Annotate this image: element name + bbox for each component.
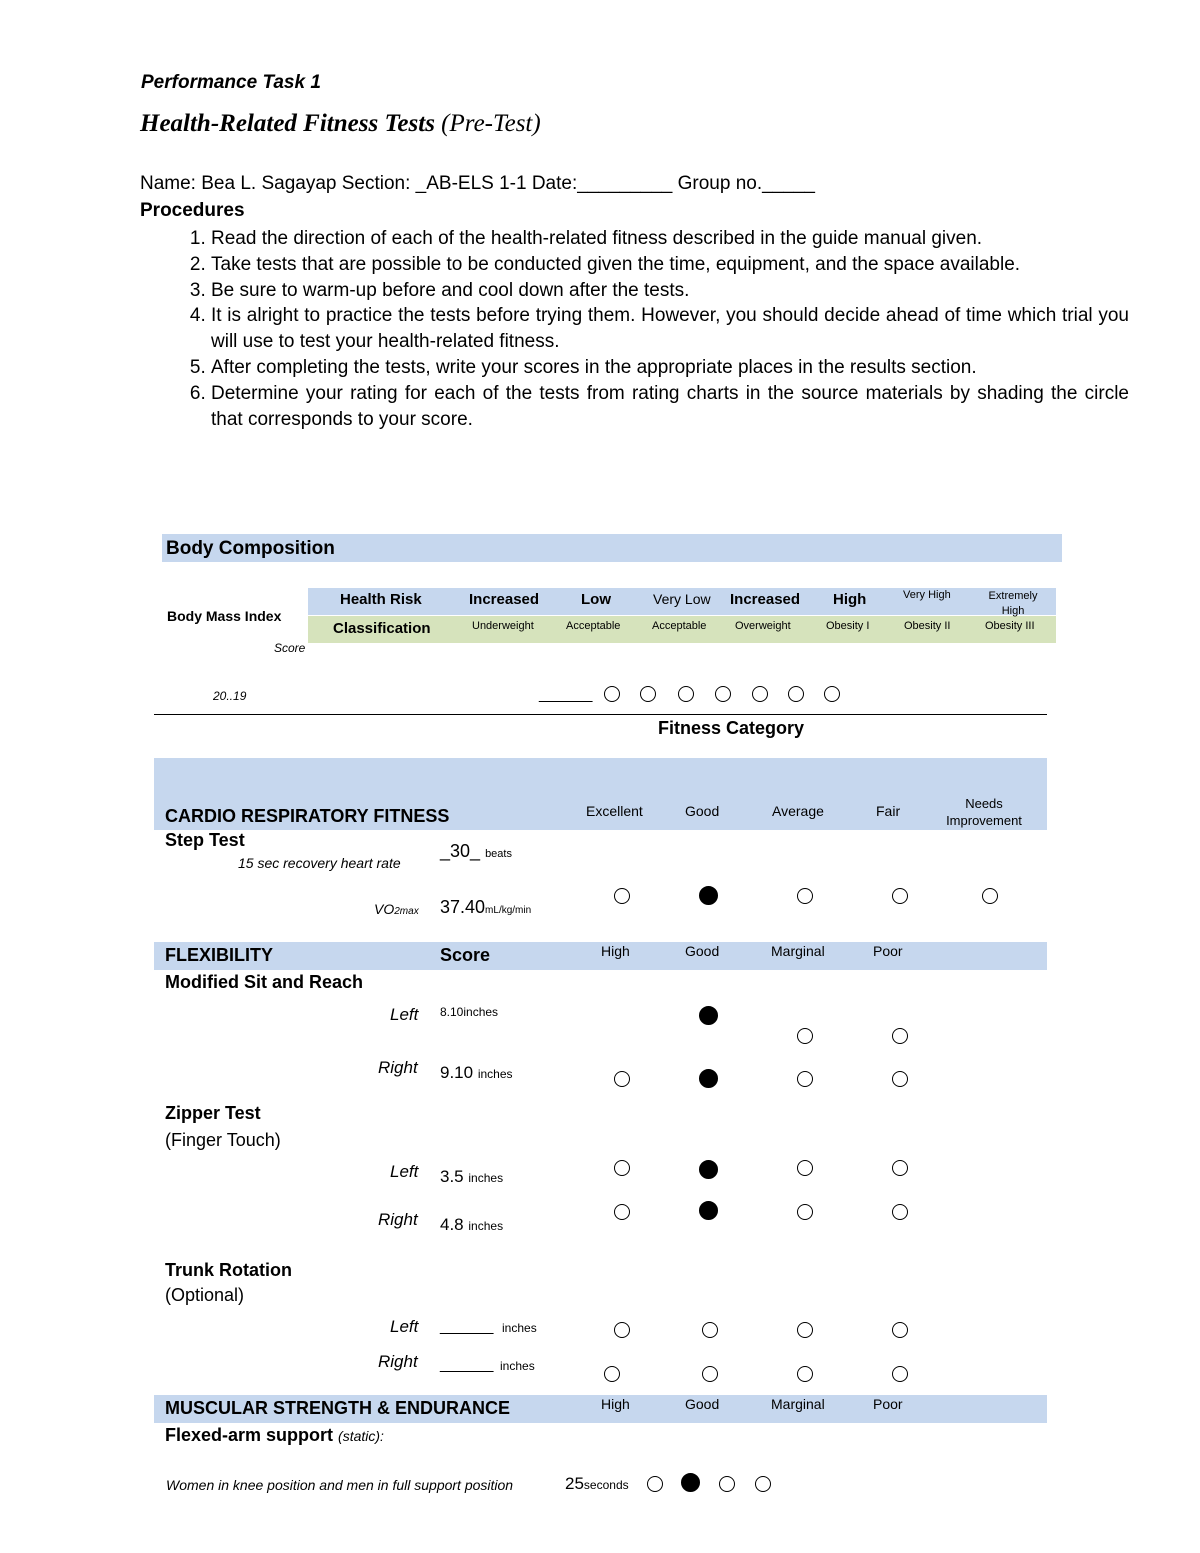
- sit-reach-left-value: 8.10inches: [440, 1005, 499, 1019]
- bmi-score-value: 20..19: [213, 689, 247, 703]
- title-main: Health-Related Fitness Tests: [140, 110, 435, 137]
- trunk-title: Trunk Rotation: [165, 1260, 292, 1280]
- flex-col-header: Good: [685, 943, 720, 959]
- sit-reach-right-unit: inches: [477, 1067, 513, 1081]
- procedure-item: 1. Read the direction of each of the health-related fitness described in the guide manual given.: [211, 226, 1129, 252]
- procedures-heading: Procedures: [140, 200, 245, 221]
- cardio-col-header: Average: [772, 803, 824, 819]
- flex-col-header: Marginal: [771, 943, 825, 959]
- class-cell: Overweight: [735, 620, 791, 632]
- procedure-item: 5. After completing the tests, write your scores in the appropriate places in the results section.: [211, 355, 1129, 381]
- bmi-score-label: Score: [274, 641, 306, 655]
- procedures-list: [140, 226, 1129, 432]
- position-note: Women in knee position and men in full support position: [166, 1477, 514, 1493]
- risk-cell: Increased: [469, 591, 540, 608]
- zipper-right-unit: inches: [468, 1219, 504, 1233]
- sit-reach-title: Modified Sit and Reach: [165, 972, 364, 992]
- cardio-col-header: Excellent: [586, 803, 643, 819]
- sit-reach-right-value: [440, 1063, 513, 1083]
- cardio-heading: CARDIO RESPIRATORY FITNESS: [165, 806, 450, 826]
- cardio-col-header: Needs Improvement: [946, 796, 1022, 828]
- sit-reach-right-label: Right: [378, 1058, 418, 1077]
- cardio-col-header: Good: [685, 803, 720, 819]
- trunk-left-radio[interactable]: [702, 1322, 718, 1338]
- flexed-arm-unit: seconds: [583, 1478, 629, 1492]
- title-suffix: (Pre-Test): [441, 110, 541, 137]
- bmi-radio[interactable]: [604, 686, 620, 702]
- risk-cell: Low: [581, 591, 611, 608]
- trunk-left-label: Left: [390, 1317, 419, 1336]
- zipper-left-label: Left: [390, 1162, 419, 1181]
- step-test-title: Step Test: [165, 830, 245, 850]
- bmi-label: Body Mass Index: [167, 608, 282, 624]
- class-cell: Obesity III: [985, 620, 1035, 632]
- zipper-left-radio[interactable]: [797, 1160, 813, 1176]
- vo2-label: [374, 901, 419, 917]
- sit-reach-right-radio[interactable]: [614, 1071, 630, 1087]
- zipper-subtitle: (Finger Touch): [165, 1130, 281, 1150]
- class-cell: Acceptable: [652, 620, 707, 632]
- flexed-arm-suffix: (static):: [338, 1428, 384, 1444]
- sit-reach-right-radio[interactable]: [892, 1071, 908, 1087]
- zipper-right-radio-selected[interactable]: [699, 1201, 718, 1220]
- sit-reach-right-number: 9.10: [440, 1063, 474, 1082]
- zipper-left-radio-selected[interactable]: [699, 1160, 718, 1179]
- zipper-right-number: 4.8: [440, 1215, 464, 1234]
- health-risk-label: Health Risk: [340, 591, 422, 608]
- bmi-radio[interactable]: [640, 686, 656, 702]
- risk-cell: High: [833, 591, 867, 608]
- muscular-heading: MUSCULAR STRENGTH & ENDURANCE: [165, 1398, 510, 1418]
- section-divider: [154, 714, 1047, 715]
- cardio-radio[interactable]: [982, 888, 998, 904]
- bmi-radio[interactable]: [788, 686, 804, 702]
- muscular-col-header: High: [601, 1396, 630, 1412]
- zipper-right-label: Right: [378, 1210, 418, 1229]
- trunk-right-radio[interactable]: [797, 1366, 813, 1382]
- trunk-left-radio[interactable]: [797, 1322, 813, 1338]
- flexed-arm-number: 25: [565, 1474, 584, 1493]
- cardio-radio[interactable]: [797, 888, 813, 904]
- recovery-number: _30_: [440, 841, 481, 861]
- flexed-arm-title: [165, 1425, 384, 1446]
- risk-cell: Extremely High: [988, 590, 1038, 617]
- trunk-right-blank: ______: [440, 1356, 494, 1373]
- bmi-radio[interactable]: [678, 686, 694, 702]
- trunk-left-blank: ______: [440, 1318, 494, 1335]
- trunk-right-radio[interactable]: [702, 1366, 718, 1382]
- zipper-right-radio[interactable]: [892, 1204, 908, 1220]
- cardio-col-header: Fair: [876, 803, 901, 819]
- procedure-item: 2. Take tests that are possible to be conducted given the time, equipment, and the space available.: [211, 252, 1129, 278]
- bmi-radio[interactable]: [824, 686, 840, 702]
- muscular-radio[interactable]: [719, 1476, 735, 1492]
- zipper-right-value: [440, 1215, 503, 1235]
- fitness-category-label: Fitness Category: [658, 718, 805, 738]
- flexibility-score-header: Score: [440, 945, 491, 965]
- recovery-label: 15 sec recovery heart rate: [238, 855, 401, 871]
- zipper-left-unit: inches: [468, 1171, 504, 1185]
- bmi-radio[interactable]: [715, 686, 731, 702]
- zipper-right-radio[interactable]: [797, 1204, 813, 1220]
- sit-reach-left-radio[interactable]: [797, 1028, 813, 1044]
- trunk-left-radio[interactable]: [892, 1322, 908, 1338]
- sit-reach-left-label: Left: [390, 1005, 419, 1024]
- cardio-radio[interactable]: [614, 888, 630, 904]
- vo2-text: VO: [374, 901, 395, 917]
- muscular-radio[interactable]: [755, 1476, 771, 1492]
- muscular-col-header: Good: [685, 1396, 720, 1412]
- body-composition-heading: Body Composition: [166, 538, 335, 559]
- muscular-col-header: Poor: [873, 1396, 903, 1412]
- risk-cell: Very High: [903, 589, 951, 601]
- recovery-value: [440, 841, 512, 862]
- trunk-subtitle: (Optional): [165, 1285, 245, 1305]
- procedure-item: 3. Be sure to warm-up before and cool down after the tests.: [211, 278, 1129, 304]
- flexed-arm-value: [565, 1474, 629, 1494]
- vo2-value: [440, 897, 531, 918]
- info-line: Name: Bea L. Sagayap Section: _AB-ELS 1-1 Date:_________ Group no._____: [140, 173, 815, 194]
- risk-cell: Increased: [730, 591, 801, 608]
- cardio-radio[interactable]: [892, 888, 908, 904]
- flexibility-heading: FLEXIBILITY: [165, 945, 273, 965]
- muscular-col-header: Marginal: [771, 1396, 825, 1412]
- sit-reach-right-radio[interactable]: [797, 1071, 813, 1087]
- trunk-right-radio[interactable]: [604, 1366, 620, 1382]
- bmi-radio[interactable]: [752, 686, 768, 702]
- muscular-radio[interactable]: [647, 1476, 663, 1492]
- trunk-right-radio[interactable]: [892, 1366, 908, 1382]
- cardio-radio-selected[interactable]: [699, 886, 718, 905]
- procedure-item: 4. It is alright to practice the tests before trying them. However, you should decide ahead of time which trial you will use to test your health-related fitness.: [211, 303, 1129, 355]
- muscular-radio-selected[interactable]: [681, 1473, 700, 1492]
- class-cell: Acceptable: [566, 620, 621, 632]
- flex-col-header: Poor: [873, 943, 903, 959]
- bmi-blank: ______: [539, 686, 593, 703]
- zipper-left-value: [440, 1167, 503, 1187]
- classification-label: Classification: [333, 620, 431, 637]
- flex-col-header: High: [601, 943, 630, 959]
- page-title: [140, 110, 541, 138]
- trunk-left-radio[interactable]: [614, 1322, 630, 1338]
- recovery-unit: beats: [485, 848, 512, 860]
- class-cell: Underweight: [472, 620, 534, 632]
- trunk-right-unit: inches: [500, 1359, 535, 1373]
- vo2-subscript: 2max: [394, 906, 419, 917]
- zipper-left-number: 3.5: [440, 1167, 464, 1186]
- sit-reach-right-radio-selected[interactable]: [699, 1069, 718, 1088]
- procedure-item: 6. Determine your rating for each of the tests from rating charts in the source materials by shading the circle that corresponds to your score.: [211, 381, 1129, 433]
- sit-reach-left-radio-selected[interactable]: [699, 1006, 718, 1025]
- task-label: Performance Task 1: [141, 72, 321, 93]
- sit-reach-left-radio[interactable]: [892, 1028, 908, 1044]
- zipper-left-radio[interactable]: [892, 1160, 908, 1176]
- flexed-arm-name: Flexed-arm support: [165, 1425, 334, 1445]
- class-cell: Obesity II: [904, 620, 951, 632]
- zipper-title: Zipper Test: [165, 1103, 261, 1123]
- zipper-right-radio[interactable]: [614, 1204, 630, 1220]
- zipper-left-radio[interactable]: [614, 1160, 630, 1176]
- vo2-number: 37.40: [440, 897, 486, 917]
- class-cell: Obesity I: [826, 620, 870, 632]
- trunk-right-label: Right: [378, 1352, 418, 1371]
- trunk-left-unit: inches: [502, 1321, 537, 1335]
- risk-cell: Very Low: [653, 591, 711, 607]
- vo2-unit: mL/kg/min: [485, 905, 532, 916]
